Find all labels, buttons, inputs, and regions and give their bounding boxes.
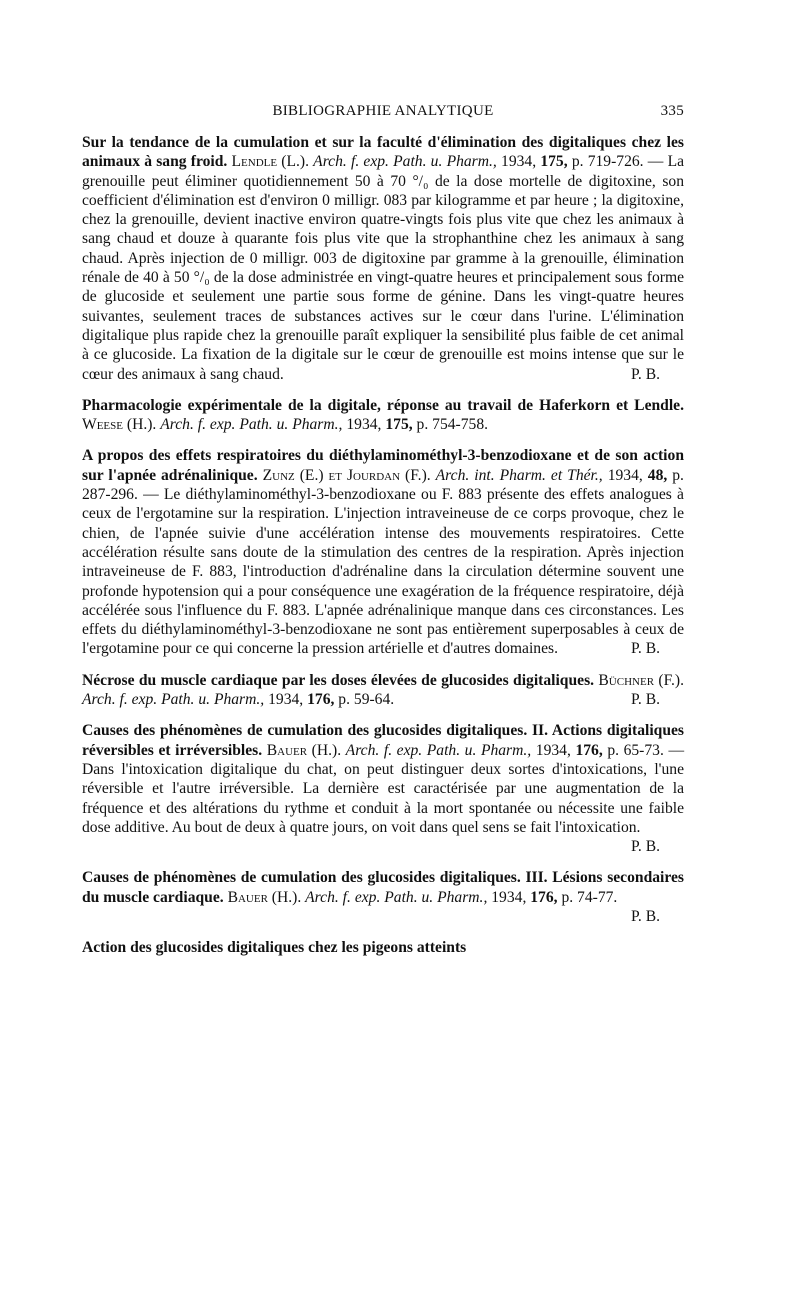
entry-year: 1934, bbox=[268, 691, 304, 709]
entry-signature: P. B. bbox=[630, 640, 660, 658]
entry-title: A propos des effets respiratoires du diéthylaminométhyl-3-benzodioxane et de son action sur l'apnée adrénalinique. bbox=[82, 447, 684, 484]
entry-signature: P. B. bbox=[630, 838, 660, 856]
page-number: 335 bbox=[660, 103, 684, 119]
entry-journal: Arch. f. exp. Path. u. Pharm., bbox=[160, 416, 343, 434]
entry-abstract: — Dans l'intoxication digitalique du chat, on peut distinguer deux sortes d'intoxications, l'une réversible et l'autre irréversible. La dernière est caractérisée par une augmentation de la fréquence et des altérations du rythme et conduit à la mort spontanée ou nécessite une faible dose additive. Au bout de deux à quatre jours, on voit dans quel sens se fait l'intoxication. bbox=[82, 741, 685, 836]
entry-author: Bauer (H.). bbox=[227, 888, 302, 906]
entry-abstract: — La grenouille peut éliminer quotidiennement 50 à 70 °/₀ de la dose mortelle de digitoxine, son coefficient d'élimination est d'environ 0 milligr. 083 par kilogramme et par heure ; la digitoxine, chez la grenouille, devient inactive environ quatre-vingts fois plus vite que chez les animaux à sang chaud et douze à quarante fois plus vite que la strophanthine chez les animaux à sang chaud. Après injection de 0 milligr. 003 de digitoxine par gramme à la grenouille, élimination rénale de 40 à 50 °/₀ de la dose administrée en vingt-quatre heures et principalement sous forme de glucoside et seulement une partie sous forme de génine. Dans les vingt-quatre heures suivantes, seulement traces de substances actives sur le cœur dans l'urine. L'élimination digitalique plus rapide chez la grenouille paraît expliquer la sensibilité plus faible de cet animal à ce glucoside. La fixation de la digitale sur le cœur de grenouille est moins intense que sur le cœur des animaux à sang chaud. bbox=[82, 153, 685, 383]
entry-journal: Arch. f. exp. Path. u. Pharm., bbox=[305, 888, 488, 906]
entry-author: Weese (H.). bbox=[82, 416, 157, 434]
entry-year: 1934, bbox=[491, 888, 527, 906]
header-title: BIBLIOGRAPHIE ANALYTIQUE bbox=[272, 103, 494, 119]
entry-volume: 176, bbox=[530, 888, 558, 906]
entry-title: Sur la tendance de la cumulation et sur la faculté d'élimination des digitaliques chez les animaux à sang froid. bbox=[82, 134, 684, 171]
bibliography-entry bbox=[82, 721, 684, 856]
entry-year: 1934, bbox=[501, 153, 537, 171]
entry-title: Nécrose du muscle cardiaque par les doses élevées de glucosides digitaliques. bbox=[82, 671, 595, 689]
entry-signature: P. B. bbox=[630, 907, 660, 925]
entry-author: Zunz (E.) et Jourdan (F.). bbox=[262, 466, 431, 484]
bibliography-entry bbox=[82, 396, 684, 435]
entry-volume: 176, bbox=[307, 691, 335, 709]
entry-signature: P. B. bbox=[630, 691, 660, 709]
entry-abstract: — Le diéthylaminométhyl-3-benzodioxane ou F. 883 présente des effets analogues à ceux de l'ergotamine sur la respiration. L'injection intraveineuse de ce corps provoque, chez le chien, de l'apnée suivie d'une accélération intense des mouvements respiratoires. Cette accélération résulte sans doute de la stimulation des centres de la respiration. Après injection intraveineuse de F. 883, l'introduction d'adrénaline dans la circulation détermine souvent une profonde hypotension qui a pour conséquence une exagération de la fréquence respiratoire, déjà accélérée sous l'influence du F. 883. L'apnée adrénalinique manque dans ces circonstances. Les effets du diéthylaminométhyl-3-benzodioxane ne sont pas entièrement superposables à ceux de l'ergotamine pour ce qui concerne la pression artérielle et d'autres domaines. bbox=[82, 486, 684, 658]
page bbox=[82, 103, 684, 958]
entry-year: 1934, bbox=[346, 416, 382, 434]
bibliography-entry bbox=[82, 868, 684, 926]
entry-volume: 48, bbox=[647, 466, 668, 484]
entry-author: Lendle (L.). bbox=[231, 153, 309, 171]
entry-pages: p. 287-296. bbox=[82, 466, 684, 504]
entry-journal: Arch. int. Pharm. et Thér., bbox=[435, 466, 603, 484]
entry-author: Büchner (F.). bbox=[598, 671, 684, 689]
entry-year: 1934, bbox=[607, 466, 643, 484]
entry-volume: 175, bbox=[540, 153, 568, 171]
entry-pages: p. 65-73. bbox=[607, 741, 664, 759]
entry-year: 1934, bbox=[535, 741, 571, 759]
entry-journal: Arch. f. exp. Path. u. Pharm., bbox=[313, 153, 497, 171]
entry-pages: p. 59-64. bbox=[338, 691, 395, 709]
running-header bbox=[82, 103, 684, 125]
entry-volume: 176, bbox=[575, 741, 603, 759]
entry-journal: Arch. f. exp. Path. u. Pharm., bbox=[82, 691, 265, 709]
entry-pages: p. 74-77. bbox=[561, 888, 618, 906]
entry-pages: p. 719-726. bbox=[571, 153, 644, 171]
bibliography-entry bbox=[82, 133, 684, 384]
entry-title: Causes des phénomènes de cumulation des glucosides digitaliques. II. Actions digitaliques réversibles et irréversibles. bbox=[82, 722, 684, 759]
bibliography-entry bbox=[82, 446, 684, 658]
entry-signature: P. B. bbox=[630, 365, 660, 383]
entry-pages: p. 754-758. bbox=[416, 416, 489, 434]
bibliography-entry bbox=[82, 938, 684, 957]
entry-author: Bauer (H.). bbox=[266, 741, 342, 759]
entry-title: Causes de phénomènes de cumulation des glucosides digitaliques. III. Lésions secondaires du muscle cardiaque. bbox=[82, 869, 684, 906]
entry-volume: 175, bbox=[385, 416, 413, 434]
entry-title: Pharmacologie expérimentale de la digitale, réponse au travail de Haferkorn et Lendle. bbox=[82, 396, 684, 414]
entry-journal: Arch. f. exp. Path. u. Pharm., bbox=[345, 741, 532, 759]
entry-title: Action des glucosides digitaliques chez les pigeons atteints bbox=[82, 939, 467, 957]
bibliography-entry bbox=[82, 671, 684, 710]
